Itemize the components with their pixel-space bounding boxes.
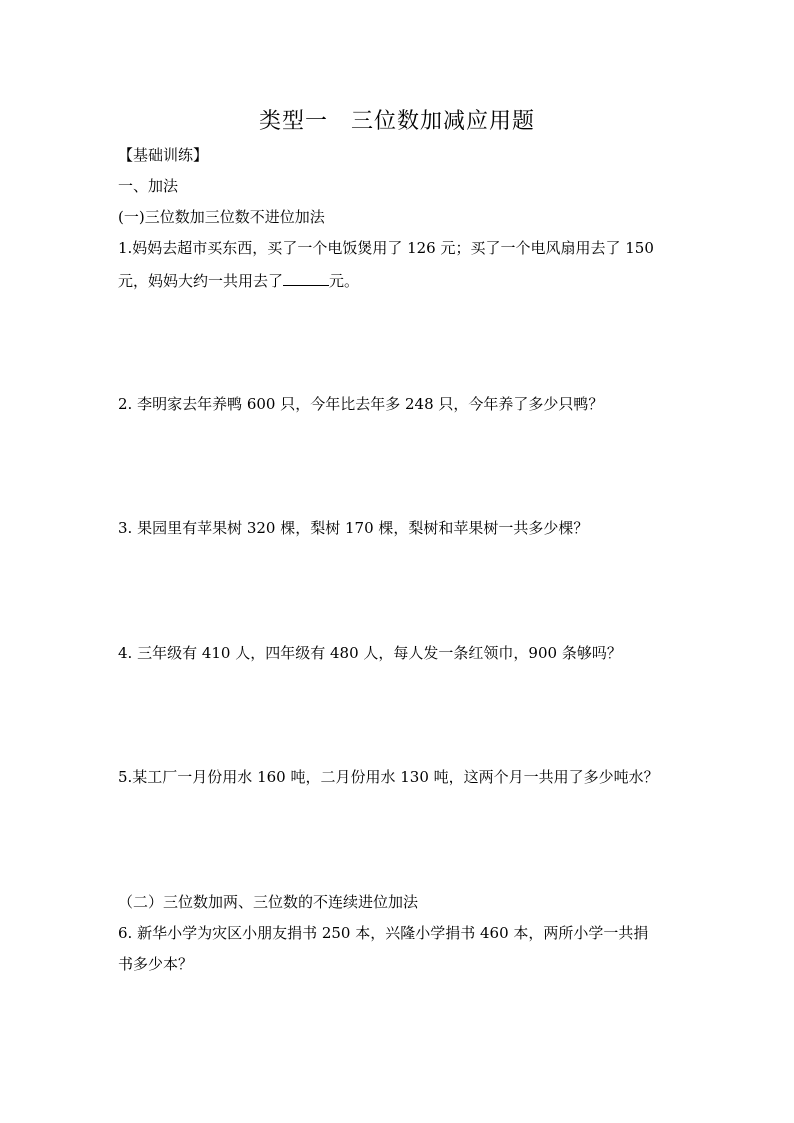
subsection-two-heading: （二）三位数加两、三位数的不连续进位加法 xyxy=(118,893,419,911)
section-label: 【基础训练】 xyxy=(118,146,209,164)
page-title: 类型一 三位数加减应用题 xyxy=(258,109,535,134)
part-one-heading: 一、加法 xyxy=(118,177,179,195)
question-2: 2. 李明家去年养鸭 600 只，今年比去年多 248 只，今年养了多少只鸭？ xyxy=(118,395,604,413)
question-1-unit: 元。 xyxy=(329,272,360,290)
question-3: 3. 果园里有苹果树 320 棵，梨树 170 棵，梨树和苹果树一共多少棵？ xyxy=(118,519,589,537)
question-4: 4. 三年级有 410 人，四年级有 480 人，每人发一条红领巾，900 条够吗？ xyxy=(118,644,622,662)
question-1-text: 元，妈妈大约一共用去了 xyxy=(118,272,284,290)
question-1-line-1: 1.妈妈去超市买东西，买了一个电饭煲用了 126 元；买了一个电风扇用去了 150 xyxy=(118,239,654,257)
question-1-line-2 xyxy=(118,269,359,291)
answer-blank[interactable] xyxy=(283,269,329,286)
question-5: 5.某工厂一月份用水 160 吨，二月份用水 130 吨，这两个月一共用了多少吨水？ xyxy=(118,768,659,786)
subsection-one-heading: (一)三位数加三位数不进位加法 xyxy=(118,208,325,226)
question-6-line-2: 书多少本？ xyxy=(118,955,194,973)
question-6-line-1: 6. 新华小学为灾区小朋友捐书 250 本，兴隆小学捐书 460 本，两所小学一共捐 xyxy=(118,924,649,942)
